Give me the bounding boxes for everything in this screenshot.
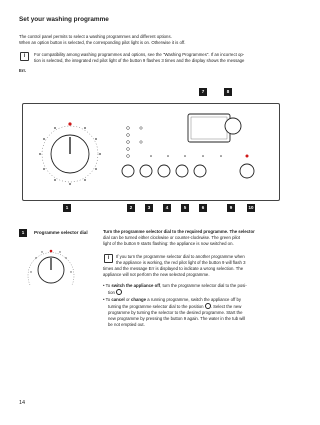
callout-6: 6 bbox=[199, 204, 207, 212]
dial-thumbnail-icon bbox=[22, 240, 80, 298]
start-pilot-light bbox=[246, 155, 249, 158]
callout-5: 5 bbox=[181, 204, 189, 212]
option-button-2-icon bbox=[122, 165, 134, 177]
bullet-cancel-change: • To cancel or change a running programme, switch the appliance off by turning the programme selector dial to the position . Select the new programme by turning the selector to the desired programme. Start the new programme by pressing the button 9 again. The water in the tub will be not emptied out. bbox=[103, 297, 246, 327]
dial-thumbnail bbox=[22, 240, 80, 298]
callout-4: 4 bbox=[163, 204, 171, 212]
start-button-icon bbox=[225, 118, 241, 134]
dial-pilot-light bbox=[68, 122, 71, 125]
option-button-6-icon bbox=[194, 165, 206, 177]
page-number: 14 bbox=[19, 400, 26, 406]
compatibility-note: For compatibility among washing programmes and options, see the "Washing Programmes". If an incorrect op- tion is selected, the integrated red pilot light of the button 9 flashes 3 times and the display shows the message bbox=[34, 52, 245, 63]
section1-paragraph: Turn the programme selector dial to the required programme. The selector dial can be turned either clockwise or counter-clockwise. The green pilot light of the button 9 starts flashing: the appliance is now switched on. bbox=[103, 229, 255, 246]
section-label: Programme selector dial bbox=[34, 230, 88, 235]
section1-note-cont: times and the message Err is displayed to indicate a wrong selection. The appliance will not perform the new selected programme. bbox=[103, 266, 244, 277]
option-button-4-icon bbox=[158, 165, 170, 177]
option-button-3-icon bbox=[140, 165, 152, 177]
option-button-5-icon bbox=[176, 165, 188, 177]
callout-2: 2 bbox=[127, 204, 135, 212]
display-window bbox=[188, 114, 230, 142]
callout-1: 1 bbox=[63, 204, 71, 212]
info-icon: i bbox=[20, 52, 29, 61]
start-pause-button-icon bbox=[240, 164, 254, 178]
bullet-switch-off: • To switch the appliance off, turn the programme selector dial to the posi- tion bbox=[103, 283, 247, 295]
info-icon-2: i bbox=[104, 254, 113, 263]
page-title: Set your washing programme bbox=[19, 16, 109, 23]
section1-note: If you turn the programme selector dial to another programme when the appliance is working, the red pilot light of the button 9 will flash 3 bbox=[116, 254, 246, 265]
control-panel-drawing bbox=[23, 104, 279, 200]
callout-9: 9 bbox=[227, 204, 235, 212]
callout-7: 7 bbox=[199, 88, 207, 96]
callout-10: 10 bbox=[248, 205, 254, 210]
control-panel-illustration bbox=[22, 103, 280, 201]
err-code: Err. bbox=[19, 68, 27, 73]
section-badge: 1 bbox=[19, 229, 27, 237]
callout-8: 8 bbox=[224, 88, 232, 96]
off-position-icon bbox=[116, 289, 122, 295]
callout-3: 3 bbox=[145, 204, 153, 212]
intro-text: The control panel permits to select a washing programmes and different options. When an option button is selected, the corresponding pilot light is on. Otherwise it is off. bbox=[19, 34, 186, 45]
